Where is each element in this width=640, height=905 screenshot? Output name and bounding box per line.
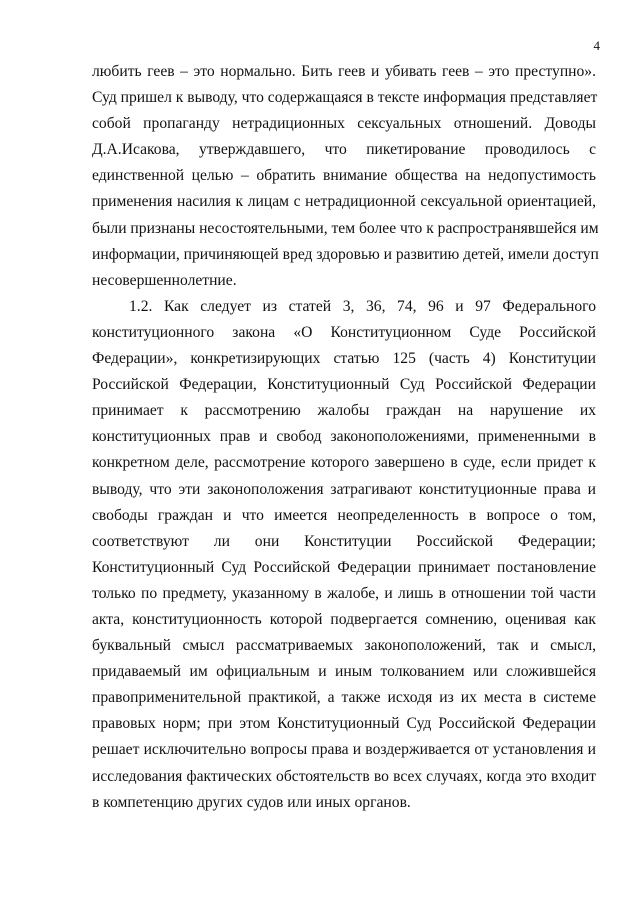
text-line: конкретном деле, рассмотрение которого завершено в суде, если придет к (92, 454, 596, 472)
text-line: буквальный смысл рассматриваемых законоположений, так и смысл, (92, 637, 596, 655)
text-line: акта, конституционность которой подвергается сомнению, оценивая как (92, 610, 596, 628)
paragraph-1 (92, 59, 599, 294)
text-line: 1.2. Как следует из статей 3, 36, 74, 96 и 97 Федерального (129, 297, 596, 315)
page-number: 4 (593, 38, 600, 53)
text-line: исследования фактических обстоятельств во всех случаях, когда это входит (92, 767, 596, 785)
text-line: принимает к рассмотрению жалобы граждан на нарушение их (92, 402, 596, 420)
text-line: правовых норм; при этом Конституционный Суд Российской Федерации (92, 715, 596, 733)
document-body (92, 59, 599, 816)
text-line: единственной целью – обратить внимание общества на недопустимость (92, 167, 596, 185)
text-line: применения насилия к лицам с нетрадиционной сексуальной ориентацией, (92, 193, 596, 211)
text-line: решает исключительно вопросы права и воздерживается от установления и (92, 741, 596, 759)
text-line: свободы граждан и что имеется неопределенность в вопросе о том, (92, 506, 596, 524)
text-line: правоприменительной практикой, а также исходя из их места в системе (92, 689, 596, 707)
text-line: любить геев – это нормально. Бить геев и убивать геев – это преступно». (92, 63, 596, 80)
text-line: Российской Федерации, Конституционный Суд Российской Федерации (92, 376, 596, 394)
text-line: Суд пришел к выводу, что содержащаяся в тексте информация представляет (92, 89, 598, 107)
text-line: Конституционный Суд Российской Федерации принимает постановление (92, 558, 596, 576)
text-line: конституционных прав и свобод законоположениями, примененными в (92, 428, 596, 446)
text-line: были признаны несостоятельными, тем более что к распространявшейся им (92, 219, 599, 237)
text-line: несовершеннолетние. (92, 271, 237, 289)
text-line: только по предмету, указанному в жалобе, и лишь в отношении той части (92, 584, 596, 602)
text-line: информации, причиняющей вред здоровью и развитию детей, имели доступ (92, 245, 599, 263)
text-line: конституционного закона «О Конституционном Суде Российской (92, 323, 596, 341)
text-line: придаваемый им официальным и иным толкованием или сложившейся (92, 663, 596, 681)
text-line: в компетенцию других судов или иных органов. (92, 793, 411, 811)
text-line: соответствуют ли они Конституции Российской Федерации; (92, 532, 596, 550)
text-line: собой пропаганду нетрадиционных сексуальных отношений. Доводы (92, 115, 596, 133)
text-line: выводу, что эти законоположения затрагивают конституционные права и (92, 480, 596, 498)
paragraph-2 (92, 294, 596, 816)
text-line: Федерации», конкретизирующих статью 125 (часть 4) Конституции (92, 350, 596, 368)
text-line: Д.А.Исакова, утверждавшего, что пикетирование проводилось с (92, 141, 596, 159)
